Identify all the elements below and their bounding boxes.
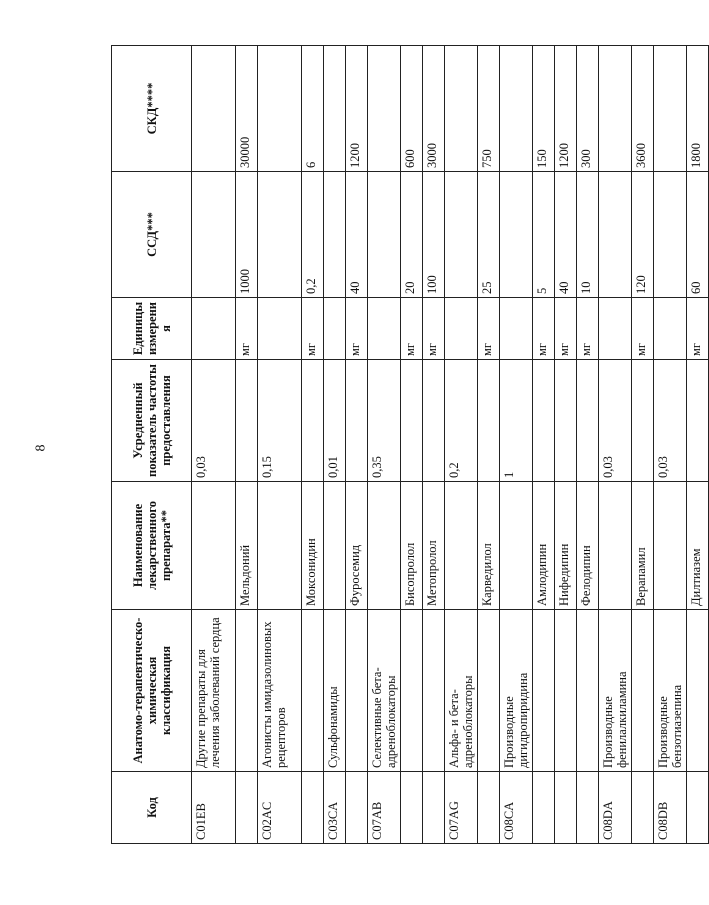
- table-row: [236, 46, 258, 844]
- cell-atc: Другие препараты для лечения заболеваний сердца: [192, 610, 236, 772]
- cell-code: C03CA: [324, 772, 346, 844]
- header-code: Код: [112, 772, 192, 844]
- table-row: [654, 46, 687, 844]
- rotated-table-container: [111, 46, 703, 844]
- cell-ssd: [599, 172, 632, 298]
- cell-code: [533, 772, 555, 844]
- cell-atc: [533, 610, 555, 772]
- cell-atc: Производные дигидропиридина: [500, 610, 533, 772]
- table-row: [445, 46, 478, 844]
- cell-drug: [445, 482, 478, 610]
- cell-ssd: 10: [577, 172, 599, 298]
- cell-atc: Альфа- и бета-адреноблокаторы: [445, 610, 478, 772]
- cell-skd: 150: [533, 46, 555, 172]
- cell-unit: мг: [478, 298, 500, 360]
- cell-ssd: 60: [687, 172, 709, 298]
- cell-atc: Агонисты имидазолиновых рецепторов: [258, 610, 302, 772]
- cell-unit: мг: [236, 298, 258, 360]
- cell-ssd: 25: [478, 172, 500, 298]
- cell-code: [346, 772, 368, 844]
- cell-skd: 1200: [555, 46, 577, 172]
- cell-frequency: 0,2: [445, 360, 478, 482]
- table-row: [632, 46, 654, 844]
- cell-skd: 750: [478, 46, 500, 172]
- table-page: [111, 46, 703, 844]
- cell-drug: Моксонидин: [302, 482, 324, 610]
- cell-code: [555, 772, 577, 844]
- cell-unit: мг: [423, 298, 445, 360]
- cell-skd: 600: [401, 46, 423, 172]
- cell-skd: 3600: [632, 46, 654, 172]
- cell-ssd: [192, 172, 236, 298]
- cell-skd: [368, 46, 401, 172]
- cell-frequency: [478, 360, 500, 482]
- cell-ssd: [445, 172, 478, 298]
- cell-frequency: [632, 360, 654, 482]
- cell-atc: Селективные бета-адреноблокаторы: [368, 610, 401, 772]
- cell-code: [478, 772, 500, 844]
- cell-frequency: [236, 360, 258, 482]
- cell-unit: мг: [401, 298, 423, 360]
- cell-skd: [258, 46, 302, 172]
- cell-skd: 1800: [687, 46, 709, 172]
- cell-atc: [555, 610, 577, 772]
- cell-ssd: [324, 172, 346, 298]
- cell-frequency: 0,15: [258, 360, 302, 482]
- cell-skd: 1200: [346, 46, 368, 172]
- cell-drug: [368, 482, 401, 610]
- cell-unit: [599, 298, 632, 360]
- cell-code: C08DB: [654, 772, 687, 844]
- cell-ssd: 100: [423, 172, 445, 298]
- cell-drug: [192, 482, 236, 610]
- drug-table: [111, 45, 709, 844]
- cell-unit: мг: [687, 298, 709, 360]
- cell-frequency: 1: [500, 360, 533, 482]
- table-row: [346, 46, 368, 844]
- cell-frequency: 0,03: [654, 360, 687, 482]
- cell-code: C07AB: [368, 772, 401, 844]
- cell-ssd: 40: [346, 172, 368, 298]
- cell-frequency: [533, 360, 555, 482]
- cell-drug: Метопролол: [423, 482, 445, 610]
- cell-unit: мг: [302, 298, 324, 360]
- cell-unit: [368, 298, 401, 360]
- cell-skd: [599, 46, 632, 172]
- header-atc: Анатомо-терапевтическо-химическая классификация: [112, 610, 192, 772]
- cell-drug: Карведилол: [478, 482, 500, 610]
- cell-code: C08CA: [500, 772, 533, 844]
- table-row: [368, 46, 401, 844]
- cell-skd: [500, 46, 533, 172]
- cell-atc: [401, 610, 423, 772]
- table-row: [577, 46, 599, 844]
- cell-unit: мг: [533, 298, 555, 360]
- cell-frequency: [577, 360, 599, 482]
- header-ssd: ССД***: [112, 172, 192, 298]
- cell-atc: Сульфонамиды: [324, 610, 346, 772]
- cell-unit: [445, 298, 478, 360]
- cell-frequency: [346, 360, 368, 482]
- table-row: [687, 46, 709, 844]
- cell-atc: [577, 610, 599, 772]
- cell-drug: Фуросемид: [346, 482, 368, 610]
- cell-skd: 3000: [423, 46, 445, 172]
- cell-skd: 300: [577, 46, 599, 172]
- cell-drug: Фелодипин: [577, 482, 599, 610]
- cell-atc: [478, 610, 500, 772]
- cell-drug: Бисопролол: [401, 482, 423, 610]
- cell-frequency: 0,35: [368, 360, 401, 482]
- cell-atc: [236, 610, 258, 772]
- cell-frequency: [687, 360, 709, 482]
- cell-atc: [346, 610, 368, 772]
- cell-skd: [445, 46, 478, 172]
- cell-ssd: 120: [632, 172, 654, 298]
- cell-unit: [258, 298, 302, 360]
- cell-skd: [654, 46, 687, 172]
- cell-frequency: [423, 360, 445, 482]
- header-skd: СКД****: [112, 46, 192, 172]
- cell-code: [687, 772, 709, 844]
- cell-atc: [687, 610, 709, 772]
- cell-frequency: 0,01: [324, 360, 346, 482]
- cell-code: [577, 772, 599, 844]
- cell-code: C01EB: [192, 772, 236, 844]
- cell-code: [401, 772, 423, 844]
- cell-ssd: 40: [555, 172, 577, 298]
- cell-drug: [500, 482, 533, 610]
- cell-drug: Верапамил: [632, 482, 654, 610]
- cell-atc: Производные фенилалкиламина: [599, 610, 632, 772]
- cell-frequency: [555, 360, 577, 482]
- cell-skd: [324, 46, 346, 172]
- cell-unit: [324, 298, 346, 360]
- table-row: [555, 46, 577, 844]
- cell-code: [236, 772, 258, 844]
- cell-code: [632, 772, 654, 844]
- cell-ssd: [368, 172, 401, 298]
- table-row: [401, 46, 423, 844]
- cell-code: [423, 772, 445, 844]
- cell-unit: [500, 298, 533, 360]
- cell-skd: 30000: [236, 46, 258, 172]
- table-row: [478, 46, 500, 844]
- cell-unit: мг: [346, 298, 368, 360]
- table-row: [324, 46, 346, 844]
- cell-drug: [599, 482, 632, 610]
- cell-frequency: 0,03: [192, 360, 236, 482]
- cell-ssd: [500, 172, 533, 298]
- table-body: [192, 46, 709, 844]
- table-row: [533, 46, 555, 844]
- table-row: [192, 46, 236, 844]
- table-header-row: [112, 46, 192, 844]
- cell-drug: [324, 482, 346, 610]
- cell-unit: мг: [632, 298, 654, 360]
- cell-code: C07AG: [445, 772, 478, 844]
- cell-atc: [423, 610, 445, 772]
- cell-frequency: 0,03: [599, 360, 632, 482]
- cell-drug: [258, 482, 302, 610]
- cell-code: C02AC: [258, 772, 302, 844]
- cell-unit: [654, 298, 687, 360]
- cell-ssd: 20: [401, 172, 423, 298]
- cell-drug: [654, 482, 687, 610]
- cell-frequency: [401, 360, 423, 482]
- cell-ssd: [258, 172, 302, 298]
- cell-drug: Дилтиазем: [687, 482, 709, 610]
- table-row: [302, 46, 324, 844]
- table-row: [599, 46, 632, 844]
- cell-ssd: 0,2: [302, 172, 324, 298]
- cell-ssd: 1000: [236, 172, 258, 298]
- cell-atc: Производные бензотиазепина: [654, 610, 687, 772]
- table-row: [423, 46, 445, 844]
- cell-frequency: [302, 360, 324, 482]
- cell-drug: Амлодипин: [533, 482, 555, 610]
- cell-ssd: 5: [533, 172, 555, 298]
- cell-unit: [192, 298, 236, 360]
- cell-atc: [302, 610, 324, 772]
- table-row: [258, 46, 302, 844]
- cell-unit: мг: [577, 298, 599, 360]
- cell-skd: [192, 46, 236, 172]
- cell-ssd: [654, 172, 687, 298]
- cell-skd: 6: [302, 46, 324, 172]
- header-drug: Наименование лекарственного препарата**: [112, 482, 192, 610]
- header-frequency: Усредненный показатель частоты предоставления: [112, 360, 192, 482]
- cell-drug: Нифедипин: [555, 482, 577, 610]
- header-unit: Единицы измерения: [112, 298, 192, 360]
- cell-code: [302, 772, 324, 844]
- cell-atc: [632, 610, 654, 772]
- page-number: 8: [33, 444, 49, 452]
- table-row: [500, 46, 533, 844]
- cell-unit: мг: [555, 298, 577, 360]
- cell-code: C08DA: [599, 772, 632, 844]
- cell-drug: Мельдоний: [236, 482, 258, 610]
